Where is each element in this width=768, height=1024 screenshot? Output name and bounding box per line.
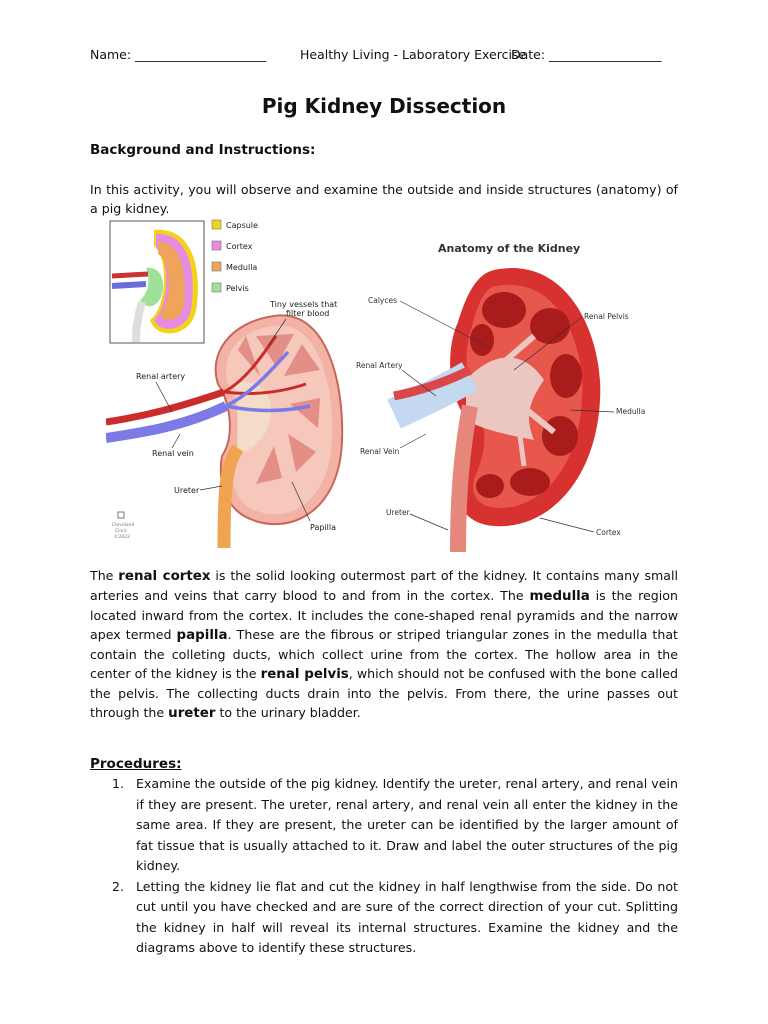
procedures-list: [108, 774, 678, 959]
procedure-text: Examine the outside of the pig kidney. Identify the ureter, renal artery, and renal vein if they are present. The ureter, renal artery, and renal vein all enter the kidney in the same area. If they are present, the ureter can be identified by the larger amount of fat tissue that is usually attached to it. Draw and label the outer structures of the pig kidney.: [136, 776, 678, 873]
label-renal-artery: Renal artery: [136, 372, 186, 381]
procedures-heading: Procedures:: [90, 756, 182, 772]
legend-cortex: Cortex: [226, 242, 253, 251]
label-ureter: Ureter: [174, 486, 200, 495]
label-calyces: Calyces: [368, 296, 398, 305]
inset-kidney: [110, 221, 204, 343]
kidney-diagram-right: [354, 230, 654, 552]
name-field-label: Name: _____________________: [90, 47, 267, 62]
label-ureter-right: Ureter: [386, 508, 410, 517]
date-field-label: Date: __________________: [511, 47, 662, 62]
legend-pelvis: Pelvis: [226, 284, 249, 293]
legend-medulla: Medulla: [226, 263, 258, 272]
term-renal-pelvis: renal pelvis: [260, 667, 349, 682]
label-renal-artery-right: Renal Artery: [356, 361, 403, 370]
label-renal-vein-right: Renal Vein: [360, 447, 400, 456]
legend-capsule: Capsule: [226, 221, 258, 230]
procedure-item: 2. Letting the kidney lie flat and cut the kidney in half lengthwise from the side. Do not cut until you have checked and are sure of the correct direction of your cut. Splitting the kidney in half will reveal its internal structures. Examine the kidney and the diagrams above to identify these structures.: [112, 878, 678, 955]
kidney-diagram-left: [106, 216, 346, 548]
figure-right-title: Anatomy of the Kidney: [438, 242, 581, 255]
label-medulla: Medulla: [616, 407, 646, 416]
label-papilla: Papilla: [310, 523, 337, 532]
exercise-label: Healthy Living - Laboratory Exercise: [300, 47, 527, 62]
page-title: Pig Kidney Dissection: [261, 94, 507, 118]
label-renal-pelvis: Renal Pelvis: [584, 312, 629, 321]
svg-text:Clinic: Clinic: [115, 529, 128, 534]
procedure-text: Letting the kidney lie flat and cut the kidney in half lengthwise from the side. Do not cut until you have checked and are sure of the correct direction of your cut. Splitting the kidney in half will reveal its internal structures. Examine the kidney and the diagrams above to identify these structures.: [136, 878, 678, 955]
svg-text:©2022: ©2022: [114, 535, 130, 540]
label-cortex: Cortex: [596, 528, 621, 537]
term-renal-cortex: renal cortex: [118, 569, 211, 584]
term-papilla: papilla: [176, 628, 228, 643]
label-tiny-vessels-2: filter blood: [286, 309, 330, 318]
intro-paragraph: In this activity, you will observe and examine the outside and inside structures (anatomy) of a pig kidney.: [90, 182, 678, 216]
background-heading: Background and Instructions:: [90, 142, 316, 158]
body-paragraph: The renal cortex is the solid looking outermost part of the kidney. It contains many small arteries and veins that carry blood to and from in the cortex. The medulla is the region located inward from the cortex. It includes the cone-shaped renal pyramids and the narrow apex termed papilla. These are the fibrous or striped triangular zones in the medulla that contain the colleting ducts, which collect urine from the cortex. The hollow area in the center of the kidney is the renal pelvis, which should not be confused with the bone called the pelvis. The collecting ducts drain into the pelvis. From there, the urine passes out through the ureter to the urinary bladder.: [90, 568, 678, 721]
term-medulla: medulla: [529, 589, 590, 604]
term-ureter: ureter: [168, 706, 216, 721]
procedure-item: 1. Examine the outside of the pig kidney. Identify the ureter, renal artery, and renal vein if they are present. The ureter, renal artery, and renal vein all enter the kidney in the same area. If they are present, the ureter can be identified by the larger amount of fat tissue that is usually attached to it. Draw and label the outer structures of the pig kidney.: [112, 776, 678, 873]
svg-text:Cleveland: Cleveland: [112, 523, 135, 528]
label-tiny-vessels-1: Tiny vessels that: [270, 300, 338, 309]
label-renal-vein: Renal vein: [152, 449, 194, 458]
